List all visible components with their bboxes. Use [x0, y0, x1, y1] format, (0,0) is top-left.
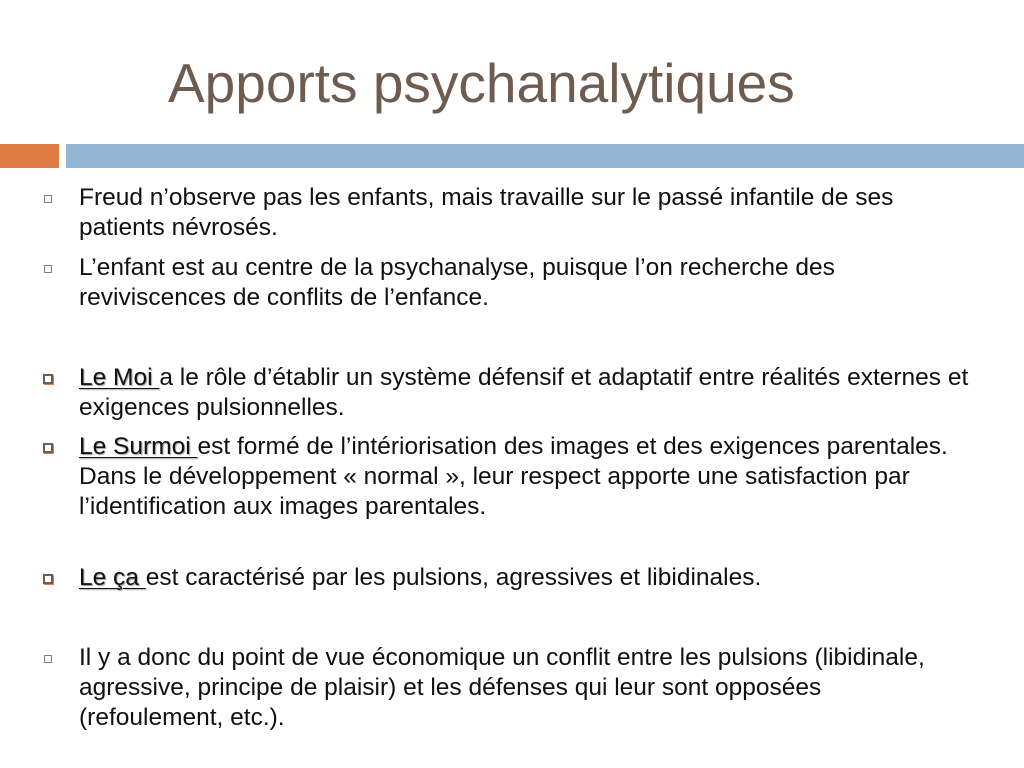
bullet-item-le-surmoi: [42, 432, 972, 522]
bullet-item-le-ca: [42, 563, 972, 593]
bullet-text: Il y a donc du point de vue économique un conflit entre les pulsions (libidinale, agressive, principe de plaisir) et les défenses qui leur sont opposées (refoulement, etc.).: [79, 644, 925, 731]
square-outline-icon: [44, 655, 52, 663]
square-outline-icon: [44, 195, 52, 203]
term-le-moi: Le Moi: [79, 364, 160, 391]
bullet-text: Freud n’observe pas les enfants, mais travaille sur le passé infantile de ses patients névrosés.: [79, 184, 894, 241]
bullet-text-group: [79, 563, 972, 593]
bullet-text: a le rôle d’établir un système défensif et adaptatif entre réalités externes et exigences pulsionnelles.: [79, 364, 969, 421]
bullet-text: est caractérisé par les pulsions, agressives et libidinales.: [145, 564, 762, 591]
square-outline-icon: [44, 265, 52, 273]
term-le-surmoi: Le Surmoi: [79, 433, 198, 460]
square-outline-bold-icon: [43, 443, 53, 453]
slide-title: Apports psychanalytiques: [168, 52, 795, 114]
bullet-text: est formé de l’intériorisation des images et des exigences parentales. Dans le développement « normal », leur respect apporte une satisfaction par l’identification aux images parentales.: [79, 433, 948, 520]
square-outline-bold-icon: [43, 374, 53, 384]
bullet-text-group: [79, 363, 972, 423]
title-accent-bar-orange: [0, 144, 59, 168]
title-accent-bar-blue: [66, 144, 1024, 168]
bullet-item-conflit: [42, 643, 972, 733]
bullet-text: L’enfant est au centre de la psychanalyse, puisque l’on recherche des reviviscences de conflits de l’enfance.: [79, 254, 835, 311]
bullet-item-freud: [42, 183, 972, 243]
bullet-item-enfant: [42, 253, 972, 313]
bullet-text-group: [79, 432, 972, 522]
square-outline-bold-icon: [43, 574, 53, 584]
term-le-ca: Le ça: [79, 564, 146, 591]
bullet-item-le-moi: [42, 363, 972, 423]
